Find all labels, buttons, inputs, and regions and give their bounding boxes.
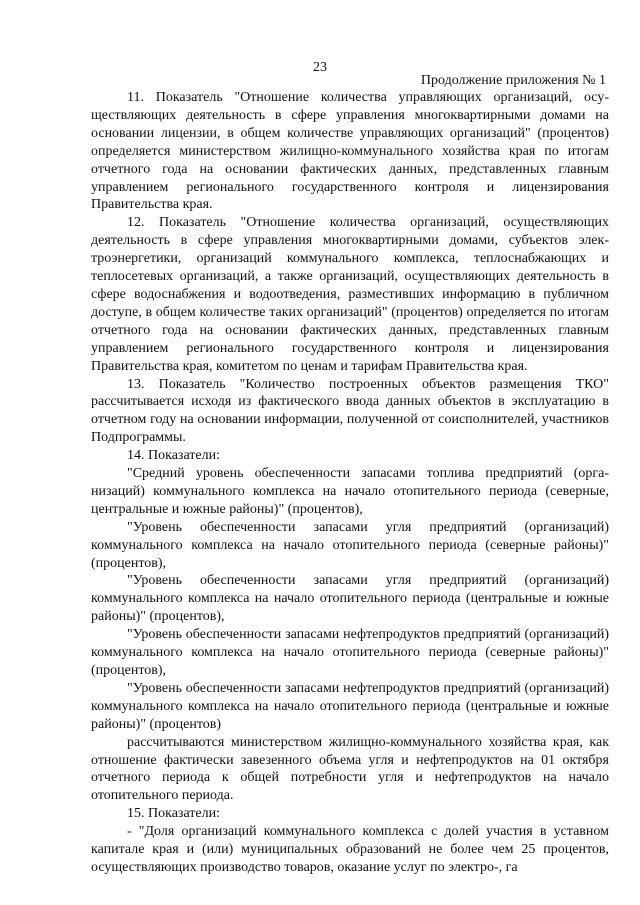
appendix-continuation-label: Продолжение приложения № 1 xyxy=(420,73,606,88)
paragraph-indicator-13: 13. Показатель "Количество построенных объектов размещения ТКО" рассчитывается исходя из фактического ввода данных объектов в эксплуатацию в отчетном году на основании информации, полученной от соисполнителей, участников Подпрограммы. xyxy=(91,376,609,446)
page-number: 23 xyxy=(313,60,327,75)
paragraph-indicators-15-heading: 15. Показатели: xyxy=(127,806,220,822)
document-body xyxy=(91,89,609,877)
paragraph-utility-organizations-share: - "Доля организаций коммунального комплекса с долей участия в уставном капитале края и (или) муниципальных образований не более чем 25 процентов, осуществляющих производство товаров, оказание услуг по электро-, га xyxy=(91,824,609,875)
paragraph-indicators-14-heading: 14. Показатели: xyxy=(127,448,220,464)
paragraph-coal-reserves-central-south: "Уровень обеспеченности запасами угля предприятий (организаций) коммунального комплекса на начало отопительного периода (центральные и южные районы)" (процентов), xyxy=(91,573,609,625)
paragraph-average-fuel-reserves: "Средний уровень обеспеченности запасами топлива предприятий (организаций) коммунального комплекса на начало отопительного периода (северные, центральные и южные районы)" (процентов), xyxy=(91,466,609,517)
paragraph-calculation-method: рассчитываются министерством жилищно-коммунального хозяйства края, как отношение фактически завезенного объема угля и нефтепродуктов на 01 октября отчетного периода к общей потребности угля и нефтепродуктов на начало отопительного периода. xyxy=(91,734,609,804)
paragraph-indicator-11: 11. Показатель "Отношение количества управляющих организаций, осуществляющих деятельность в сфере управления многоквартирными домами на основании лицензии, в общем количестве управляющих организаций" (процентов) определяется министерством жилищно-коммунального хозяйства края по итогам отчетного года на основании фактических данных, представленных главным управлением регионального государственного контроля и лицензирования Правительства края. xyxy=(91,90,609,213)
paragraph-indicator-12: 12. Показатель "Отношение количества организаций, осуществляющих деятельность в сфере управления многоквартирными домами, субъектов электроэнергетики, организаций коммунального комплекса, теплоснабжающих и теплосетевых организаций, а также организаций, осуществляющих деятельность в сфере водоснабжения и водоотведения, разместивших информацию в публичном доступе, в общем количестве таких организаций" (процентов) определяется по итогам отчетного года на основании фактических данных, представленных главным управлением регионального государственного контроля и лицензирования Правительства края, комитетом по ценам и тарифам Правительства края. xyxy=(91,215,609,374)
paragraph-coal-reserves-north: "Уровень обеспеченности запасами угля предприятий (организаций) коммунального комплекса на начало отопительного периода (северные районы)" (процентов), xyxy=(91,519,609,571)
paragraph-oil-reserves-north: "Уровень обеспеченности запасами нефтепродуктов предприятий (организаций) коммунального комплекса на начало отопительного периода (северные районы)" (процентов), xyxy=(91,627,609,678)
paragraph-oil-reserves-central-south: "Уровень обеспеченности запасами нефтепродуктов предприятий (организаций) коммунального комплекса на начало отопительного периода (центральные и южные районы)" (процентов) xyxy=(91,680,609,732)
